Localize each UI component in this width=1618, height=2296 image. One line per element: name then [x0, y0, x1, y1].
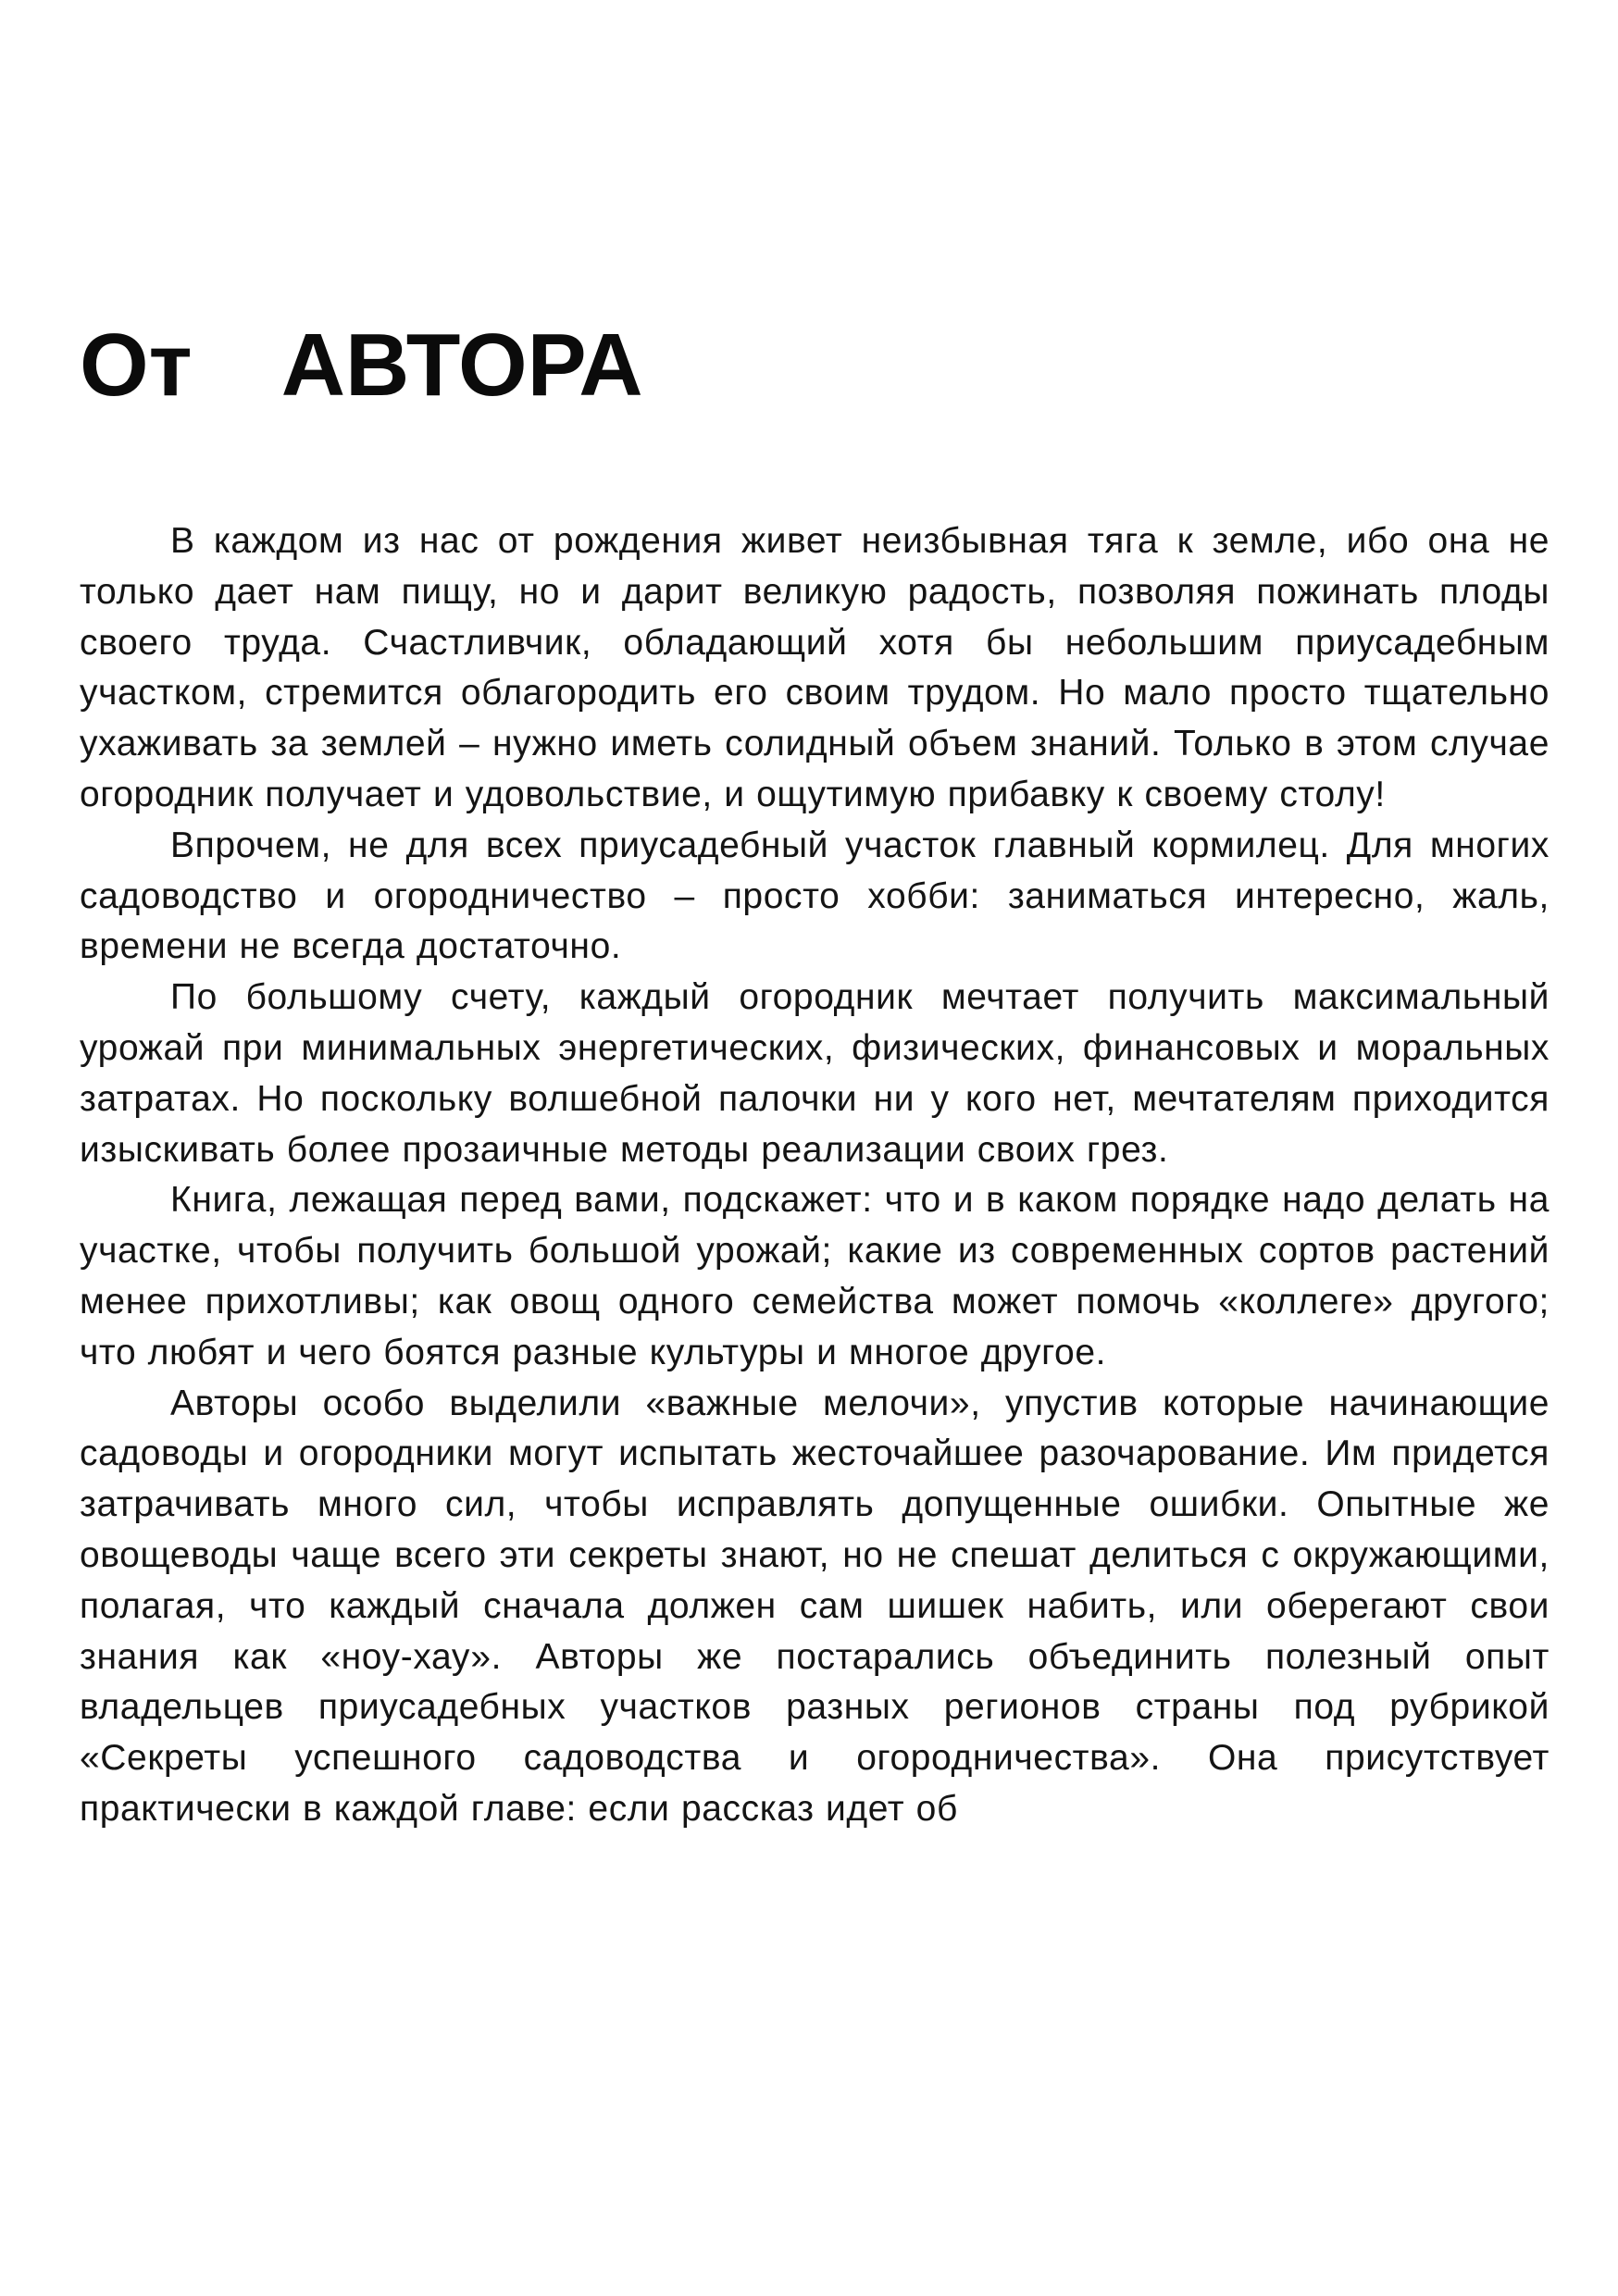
- title-word-2: АВТОРА: [280, 316, 643, 415]
- paragraph-4: Книга, лежащая перед вами, подскажет: что и в каком порядке надо делать на участке, чтобы получить большой урожай; какие из современных сортов растений менее прихотливы; как овощ одного семейства может помочь «коллеге» другого; что любят и чего боятся разные культуры и многое другое.: [80, 1180, 1550, 1372]
- page-title: [80, 315, 643, 416]
- paragraph-1: В каждом из нас от рождения живет неизбывная тяга к земле, ибо она не только дает нам пищу, но и дарит великую радость, позволяя пожинать плоды своего труда. Счастливчик, обладающий хотя бы небольшим приусадебным участком, стремится облагородить его своим трудом. Но мало просто тщательно ухаживать за землей – нужно иметь солидный объем знаний. Только в этом случае огородник получает и удовольствие, и ощутимую прибавку к своему столу!: [80, 521, 1550, 814]
- body-text: [80, 516, 1550, 1835]
- paragraph-5: Авторы особо выделили «важные мелочи», упустив которые начинающие садоводы и огородники могут испытать жесточайшее разочарование. Им придется затрачивать много сил, чтобы исправлять допущенные ошибки. Опытные же овощеводы чаще всего эти секреты знают, но не спешат делиться с окружающими, полагая, что каждый сначала должен сам шишек набить, или оберегают свои знания как «ноу-хау». Авторы же постарались объединить полезный опыт владельцев приусадебных участков разных регионов страны под рубрикой «Секреты успешного садоводства и огородничества». Она присутствует практически в каждой главе: если рассказ идет об: [80, 1383, 1550, 1829]
- paragraph-3: По большому счету, каждый огородник мечтает получить максимальный урожай при минимальных энергетических, физических, финансовых и моральных затратах. Но поскольку волшебной палочки ни у кого нет, мечтателям приходится изыскивать более прозаичные методы реализации своих грез.: [80, 977, 1550, 1170]
- paragraph-2: Впрочем, не для всех приусадебный участок главный кормилец. Для многих садоводство и огородничество – просто хобби: заниматься интересно, жаль, времени не всегда достаточно.: [80, 825, 1550, 967]
- title-word-1: От: [80, 316, 193, 415]
